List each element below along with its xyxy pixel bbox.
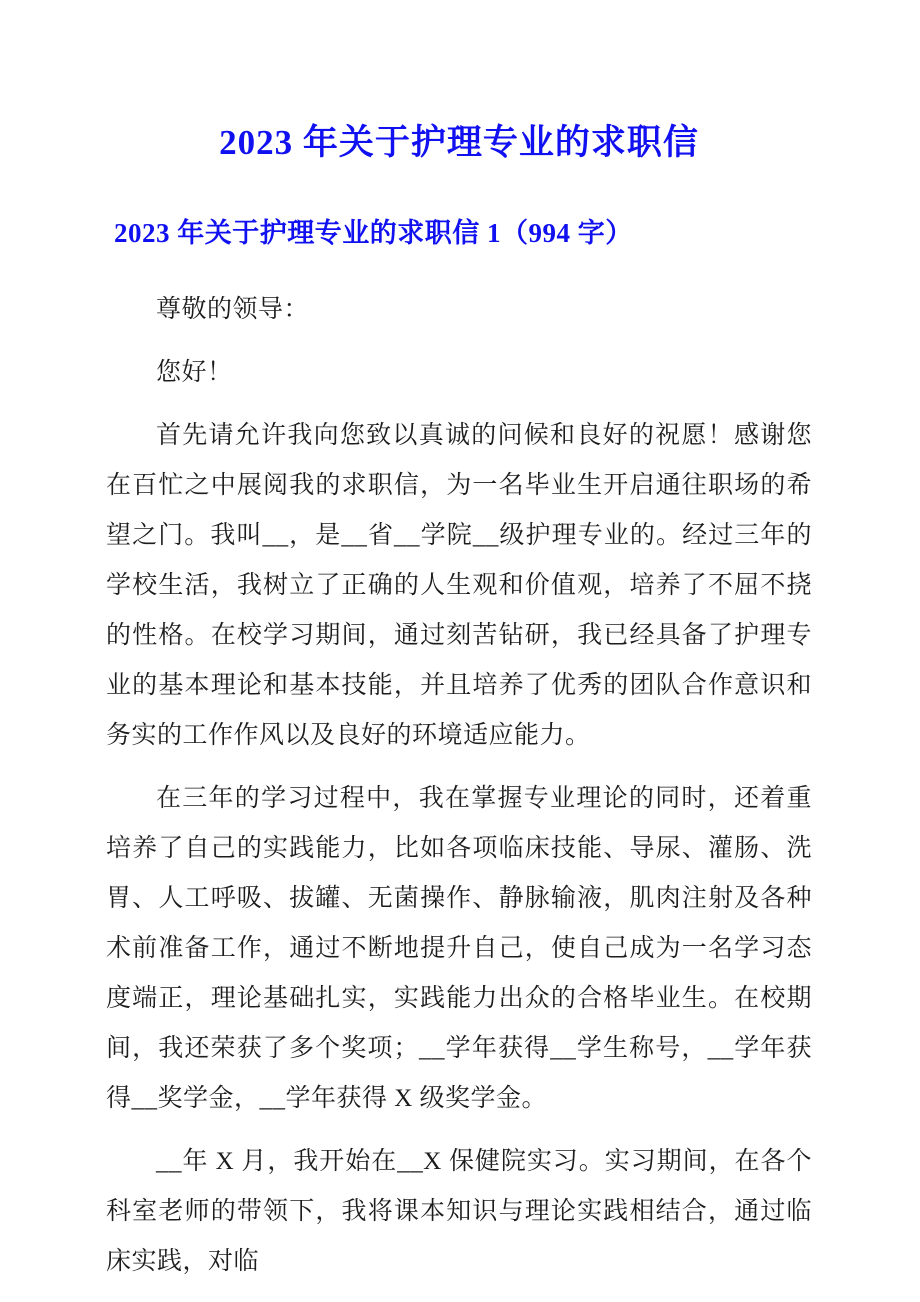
document-title: 2023 年关于护理专业的求职信	[219, 123, 699, 162]
paragraph: __年 X 月，我开始在__X 保健院实习。实习期间，在各个科室老师的带领下，我将课本知识与理论实践相结合，通过临床实践，对临	[106, 1148, 812, 1276]
document-body	[106, 285, 812, 1287]
paragraph: 您好！	[156, 359, 233, 387]
paragraph: 在三年的学习过程中，我在掌握专业理论的同时，还着重培养了自己的实践能力，比如各项临床技能、导尿、灌肠、洗胃、人工呼吸、拔罐、无菌操作、静脉输液，肌肉注射及各种术前准备工作，通过不断地提升自己，使自己成为一名学习态度端正，理论基础扎实，实践能力出众的合格毕业生。在校期间，我还荣获了多个奖项；__学年获得__学生称号，__学年获得__奖学金，__学年获得 X 级奖学金。	[106, 785, 812, 1113]
paragraph: 尊敬的领导：	[156, 296, 310, 324]
paragraph: 首先请允许我向您致以真诚的问候和良好的祝愿！感谢您在百忙之中展阅我的求职信，为一名毕业生开启通往职场的希望之门。我叫__，是__省__学院__级护理专业的。经过三年的学校生活，我树立了正确的人生观和价值观，培养了不屈不挠的性格。在校学习期间，通过刻苦钻研，我已经具备了护理专业的基本理论和基本技能，并且培养了优秀的团队合作意识和务实的工作作风以及良好的环境适应能力。	[106, 422, 812, 750]
section-heading: 2023 年关于护理专业的求职信 1（994 字）	[114, 217, 633, 248]
